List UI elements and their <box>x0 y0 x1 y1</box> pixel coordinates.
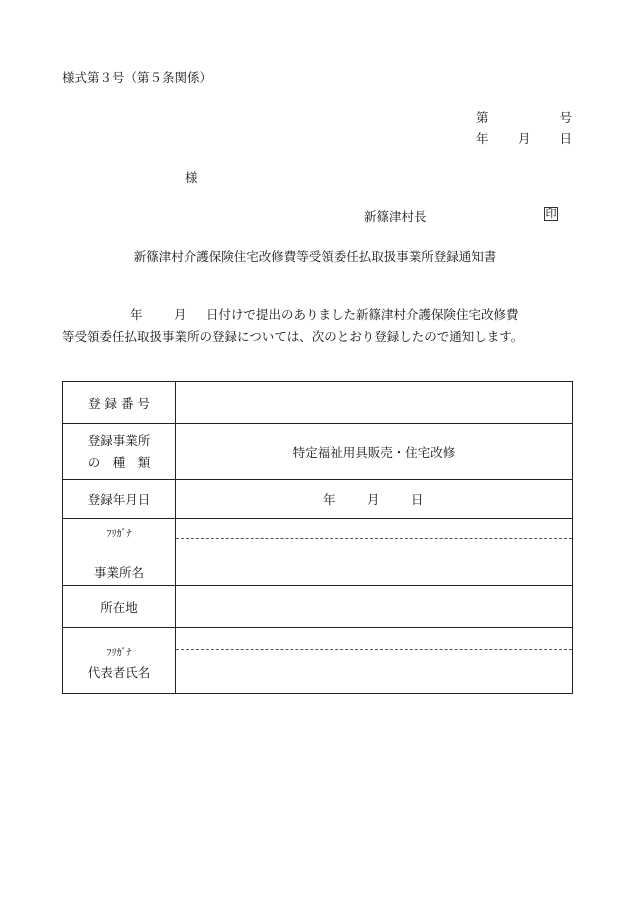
office-name-label-cell <box>63 519 176 586</box>
number-prefix: 第 <box>476 110 489 125</box>
reg-number-label: 登 録 番 号 <box>63 382 176 424</box>
rep-name-divider <box>176 649 572 650</box>
reg-date-year: 年 <box>323 492 336 507</box>
reg-date-label: 登録年月日 <box>63 480 176 519</box>
body-month: 月 <box>174 307 187 322</box>
reg-date-day: 日 <box>410 492 424 507</box>
date-year: 年 <box>476 131 489 146</box>
office-name-label: 事業所名 <box>93 565 144 580</box>
office-type-label-line1: 登録事業所 <box>87 432 151 448</box>
seal-mark-icon: 印 <box>545 207 557 220</box>
office-name-divider <box>176 538 572 539</box>
address-value[interactable] <box>176 586 573 628</box>
address-label: 所在地 <box>63 586 176 628</box>
document-title: 新篠津村介護保険住宅改修費等受領委任払取扱事業所登録通知書 <box>133 249 497 264</box>
rep-name-label-cell <box>63 628 176 694</box>
office-type-label <box>63 424 176 480</box>
reg-date-value[interactable] <box>176 480 573 519</box>
issuer-name: 新篠津村長 <box>364 209 427 224</box>
reg-number-value[interactable] <box>176 382 573 424</box>
reg-date-month: 月 <box>367 492 380 507</box>
rep-name-furigana-label: ﾌﾘｶﾞﾅ <box>106 648 132 659</box>
form-number: 様式第３号（第５条関係） <box>62 70 213 85</box>
date-month: 月 <box>518 131 531 146</box>
rep-name-value[interactable] <box>176 628 573 694</box>
office-type-label-line2: の 種 類 <box>87 454 151 470</box>
office-type-value: 特定福祉用具販売・住宅改修 <box>176 424 573 480</box>
number-suffix: 号 <box>559 110 572 125</box>
body-line-2: 等受領委任払取扱事業所の登録については、次のとおり登録したので通知します。 <box>62 329 524 344</box>
body-day-text: 日付けで提出のありました新篠津村介護保険住宅改修費 <box>206 307 519 322</box>
rep-name-label: 代表者氏名 <box>87 665 151 680</box>
recipient-honorific: 様 <box>185 170 198 185</box>
office-name-value[interactable] <box>176 519 573 586</box>
date-day: 日 <box>559 131 572 146</box>
office-name-furigana-label: ﾌﾘｶﾞﾅ <box>106 529 132 540</box>
registration-table <box>62 381 573 694</box>
body-year: 年 <box>130 307 143 322</box>
